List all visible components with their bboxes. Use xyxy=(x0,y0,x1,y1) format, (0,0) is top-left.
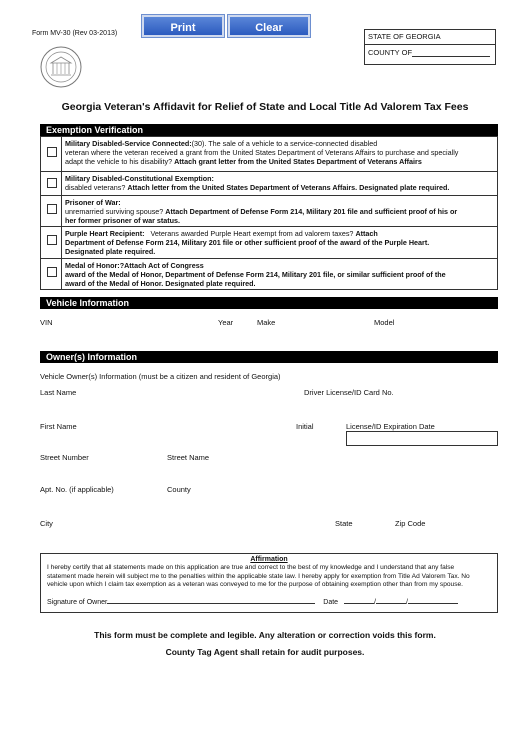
georgia-seal-icon xyxy=(40,46,82,88)
street-name-label: Street Name xyxy=(167,453,210,462)
disabled-service-checkbox[interactable] xyxy=(47,147,57,157)
county-label: COUNTY OF xyxy=(368,48,413,57)
expiration-label: License/ID Expiration Date xyxy=(346,422,435,431)
expiration-date-field[interactable] xyxy=(346,431,498,446)
affirmation-title: Affirmation xyxy=(250,556,288,563)
exemption-row-disabled-service: Military Disabled-Service Connected:(30). The sale of a vehicle to a service-connected disabled veteran where the veteran received a grant from the United States Department of Veterans Affairs to purchase and specially adapt the vehicle to his disability? Attach grant letter from the United States Department of Veterans Affairs xyxy=(41,136,497,171)
footer-audit: County Tag Agent shall retain for audit purposes. xyxy=(165,647,365,657)
exemption-header: Exemption Verification xyxy=(40,124,498,136)
exemption-row-pow: Prisoner of War: unremarried surviving spouse? Attach Department of Defense Form 214, Military 201 file and sufficient proof of his or her former prisoner of war status. xyxy=(41,195,497,226)
purple-heart-checkbox[interactable] xyxy=(47,235,57,245)
footer-notice: This form must be complete and legible. Any alteration or correction voids this form. xyxy=(94,630,436,640)
exemption-row-medal-of-honor: Medal of Honor:?Attach Act of Congress award of the Medal of Honor, Department of Defense Form 214, Military 201 file, or similar sufficient proof of the award of the Medal of Honor. Designated plate required. xyxy=(41,258,497,289)
state-field-label: State xyxy=(335,519,353,528)
pow-checkbox[interactable] xyxy=(47,204,57,214)
exemption-table xyxy=(40,136,498,290)
owner-header: Owner(s) Information xyxy=(40,351,498,363)
owner-note: Vehicle Owner(s) Information (must be a citizen and resident of Georgia) xyxy=(40,372,281,381)
date-field-month[interactable] xyxy=(344,603,374,604)
vehicle-header: Vehicle Information xyxy=(40,297,498,309)
date-field-day[interactable] xyxy=(376,603,406,604)
signature-label: Signature of Owner xyxy=(47,599,108,606)
constitutional-checkbox[interactable] xyxy=(47,178,57,188)
model-label: Model xyxy=(374,318,395,327)
last-name-label: Last Name xyxy=(40,388,77,397)
signature-line: Signature of Owner Date / / xyxy=(47,599,458,607)
county-field[interactable] xyxy=(412,56,490,57)
initial-label: Initial xyxy=(296,422,314,431)
state-county-box xyxy=(364,29,496,65)
year-label: Year xyxy=(218,318,234,327)
apt-label: Apt. No. (if applicable) xyxy=(40,485,114,494)
date-label: Date xyxy=(323,599,339,606)
driver-license-label: Driver License/ID Card No. xyxy=(304,388,394,397)
affirmation-text-1: I hereby certify that all statements made on this application are true and correct to the best of my knowledge and I understand that any false xyxy=(47,564,455,572)
signature-field[interactable] xyxy=(107,603,315,604)
city-label: City xyxy=(40,519,53,528)
clear-button[interactable]: Clear xyxy=(228,15,310,37)
print-button[interactable]: Print xyxy=(142,15,224,37)
page-title: Georgia Veteran's Affidavit for Relief of State and Local Title Ad Valorem Tax Fees xyxy=(61,101,469,113)
affirmation-box xyxy=(40,553,498,613)
zip-label: Zip Code xyxy=(395,519,426,528)
street-number-label: Street Number xyxy=(40,453,89,462)
date-field-year[interactable] xyxy=(408,603,458,604)
state-label: STATE OF GEORGIA xyxy=(368,32,441,41)
county-field-label: County xyxy=(167,485,191,494)
medal-of-honor-checkbox[interactable] xyxy=(47,267,57,277)
make-label: Make xyxy=(257,318,276,327)
affirmation-text-2: statement made herein will subject me to the penalties within the applicable state law. I hereby apply for exemption from Title Ad Valorem Tax. No xyxy=(47,572,470,580)
first-name-label: First Name xyxy=(40,422,77,431)
form-number: Form MV-30 (Rev 03-2013) xyxy=(32,30,118,37)
exemption-row-constitutional: Military Disabled-Constitutional Exemption: disabled veterans? Attach letter from the United States Department of Veterans Affairs. Designated plate required. xyxy=(41,171,497,195)
affirmation-text-3: vehicle upon which I claim tax exemption as a veteran was conveyed to me for the purpose of obtaining exemption other than from my spouse. xyxy=(47,580,463,588)
exemption-row-purple-heart: Purple Heart Recipient: Veterans awarded Purple Heart exempt from ad valorem taxes? Attach Department of Defense Form 214, Military 201 file or other sufficient proof of the award of the Purple Heart. Designated plate required. xyxy=(41,226,497,258)
vin-label: VIN xyxy=(40,318,53,327)
